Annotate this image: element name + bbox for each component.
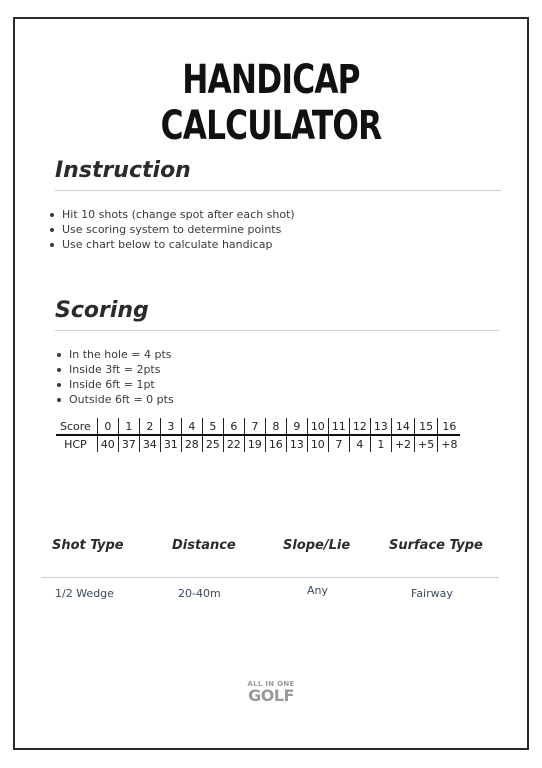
list-item: Use chart below to calculate handicap (48, 237, 295, 252)
score-cell: 10 (307, 418, 328, 435)
score-cell: 9 (286, 418, 307, 435)
hcp-cell: 7 (328, 435, 349, 452)
score-row (56, 418, 460, 435)
surface-type-value: Fairway (411, 587, 453, 600)
scoring-divider (55, 330, 499, 331)
hcp-cell: +5 (415, 435, 438, 452)
instruction-heading: Instruction (55, 158, 191, 183)
instruction-divider (55, 190, 501, 191)
list-item: Hit 10 shots (change spot after each shot) (48, 207, 295, 222)
hcp-cell: 10 (307, 435, 328, 452)
shot-type-header: Shot Type (52, 538, 124, 553)
score-cell: 7 (244, 418, 265, 435)
hcp-cell: +8 (438, 435, 461, 452)
score-cell: 8 (265, 418, 286, 435)
hcp-cell: +2 (391, 435, 414, 452)
score-cell: 2 (139, 418, 160, 435)
score-cell: 0 (97, 418, 118, 435)
hcp-cell: 22 (223, 435, 244, 452)
score-cell: 5 (202, 418, 223, 435)
score-cell: 6 (223, 418, 244, 435)
score-row-label: Score (56, 418, 97, 435)
hcp-cell: 40 (97, 435, 118, 452)
hcp-cell: 13 (286, 435, 307, 452)
hcp-cell: 28 (181, 435, 202, 452)
hcp-cell: 31 (160, 435, 181, 452)
hcp-cell: 37 (118, 435, 139, 452)
list-item: Inside 6ft = 1pt (55, 377, 174, 392)
surface-type-header: Surface Type (389, 538, 483, 553)
score-cell: 4 (181, 418, 202, 435)
hcp-row (56, 435, 460, 452)
hcp-cell: 34 (139, 435, 160, 452)
shot-table-divider (41, 577, 499, 578)
slope-lie-header: Slope/Lie (283, 538, 351, 553)
instruction-list (48, 207, 295, 252)
scoring-heading: Scoring (55, 298, 149, 323)
distance-value: 20-40m (178, 587, 221, 600)
shot-type-value: 1/2 Wedge (55, 587, 114, 600)
scoring-list (55, 347, 174, 407)
score-cell: 13 (370, 418, 391, 435)
score-cell: 15 (415, 418, 438, 435)
logo-line-1: ALL IN ONE (247, 680, 295, 688)
hcp-cell: 19 (244, 435, 265, 452)
list-item: Use scoring system to determine points (48, 222, 295, 237)
score-cell: 11 (328, 418, 349, 435)
list-item: Inside 3ft = 2pts (55, 362, 174, 377)
list-item: In the hole = 4 pts (55, 347, 174, 362)
hcp-cell: 16 (265, 435, 286, 452)
score-cell: 16 (438, 418, 461, 435)
brand-logo (0, 680, 542, 704)
hcp-row-label: HCP (64, 437, 87, 451)
score-cell: 12 (349, 418, 370, 435)
page-frame (13, 17, 529, 750)
list-item: Outside 6ft = 0 pts (55, 392, 174, 407)
distance-header: Distance (172, 538, 236, 553)
score-cell: 3 (160, 418, 181, 435)
handicap-table (56, 418, 460, 452)
hcp-cell: 4 (349, 435, 370, 452)
score-cell: 14 (391, 418, 414, 435)
slope-lie-value: Any (307, 584, 329, 597)
page-title: HANDICAP CALCULATOR (160, 57, 382, 149)
score-cell: 1 (118, 418, 139, 435)
hcp-cell: 25 (202, 435, 223, 452)
logo-line-2: GOLF (248, 686, 294, 705)
hcp-cell: 1 (370, 435, 391, 452)
